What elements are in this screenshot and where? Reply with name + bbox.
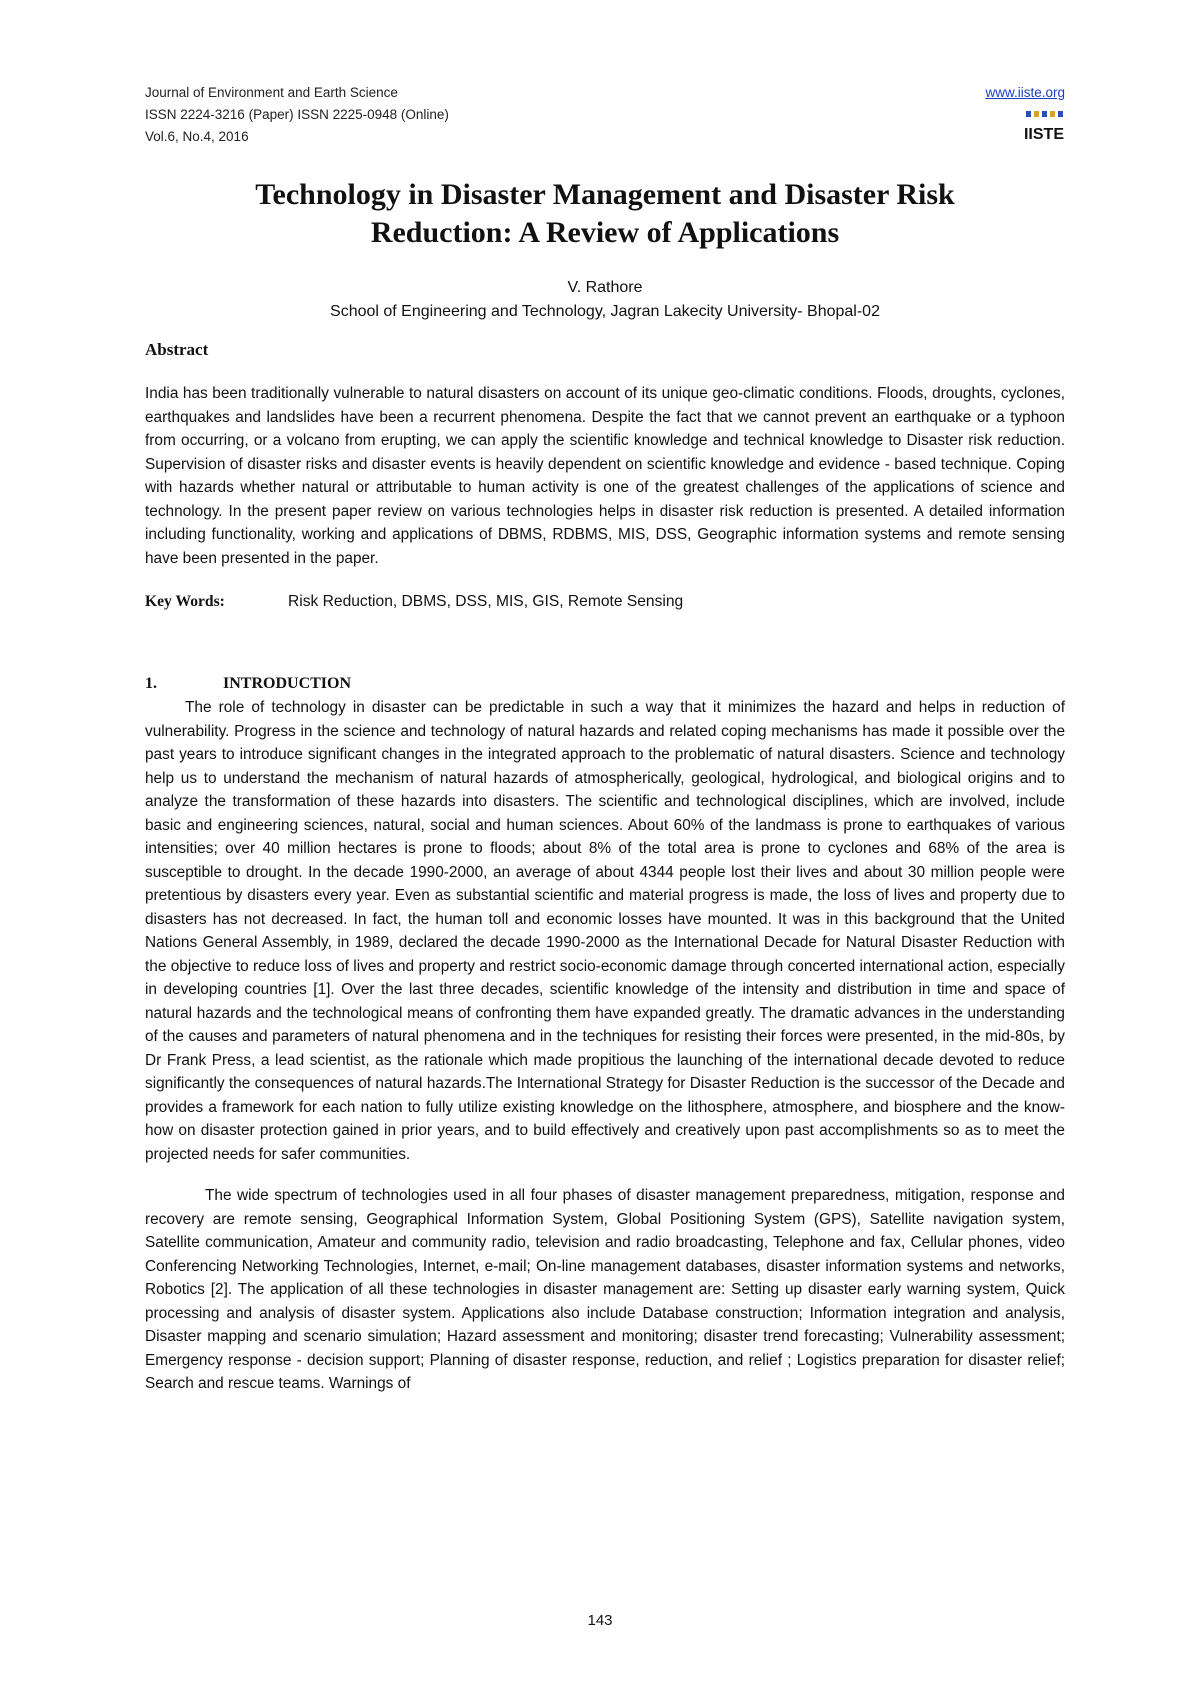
section-title: INTRODUCTION (223, 675, 352, 692)
author-affiliation: School of Engineering and Technology, Jagran Lakecity University- Bhopal-02 (330, 303, 880, 320)
technologies-paragraph: The wide spectrum of technologies used in all four phases of disaster management preparedness, mitigation, response and recovery are remote sensing, Geographical Information System, Global Positioning System (GPS), Satellite navigation system, Satellite communication, Amateur and community radio, television and radio broadcasting, Telephone and fax, Cellular phones, video Conferencing Networking Technologies, Internet, e-mail; On-line management databases, disaster information systems and networks, Robotics [2]. The application of all these technologies in disaster management are: Setting up disaster early warning system, Quick processing and analysis of disaster system. Applications also include Database construction; Information integration and analysis, Disaster mapping and scenario simulation; Hazard assessment and monitoring; disaster trend forecasting; Vulnerability assessment; Emergency response - decision support; Planning of disaster response, reduction, and relief ; Logistics preparation for disaster relief; Search and rescue teams. Warnings of (145, 1187, 1065, 1392)
journal-name: Journal of Environment and Earth Science (145, 85, 398, 100)
author-name: V. Rathore (567, 279, 643, 296)
keywords-label: Key Words: (145, 593, 225, 610)
section-number: 1. (145, 675, 157, 692)
journal-url-link[interactable]: www.iiste.org (985, 85, 1065, 100)
journal-header (145, 82, 1065, 152)
page-number: 143 (587, 1612, 613, 1629)
paper-title-line-2: Reduction: A Review of Applications (370, 216, 840, 249)
svg-text:IISTE: IISTE (1023, 126, 1065, 143)
keywords-list: Risk Reduction, DBMS, DSS, MIS, GIS, Remote Sensing (288, 593, 684, 610)
intro-paragraph: The role of technology in disaster can be predictable in such a way that it minimizes the hazard and helps in reduction of vulnerability. Progress in the science and technology of natural hazards and related coping mechanisms has made it possible over the past years to introduce significant changes in the integrated approach to the problematic of natural disasters. Science and technology help us to understand the mechanism of natural hazards of atmospherically, geological, hydrological, and biological origins and to analyze the transformation of these hazards into disasters. The scientific and technological disciplines, which are involved, include basic and engineering sciences, natural, social and human sciences. About 60% of the landmass is prone to earthquakes of various intensities; over 40 million hectares is prone to floods; about 8% of the total area is prone to cyclones and 68% of the area is susceptible to drought. In the decade 1990-2000, an average of about 4344 people lost their lives and about 30 million people were pretentious by disasters every year. Even as substantial scientific and material progress is made, the loss of lives and property due to disasters has not decreased. In fact, the human toll and economic losses have mounted. It was in this background that the United Nations General Assembly, in 1989, declared the decade 1990-2000 as the International Decade for Natural Disaster Reduction with the objective to reduce loss of lives and property and restrict socio-economic damage through concerted international action, especially in developing countries [1]. Over the last three decades, scientific knowledge of the intensity and distribution in time and space of natural hazards and the technological means of confronting them have expanded greatly. The dramatic advances in the understanding of the causes and parameters of natural phenomena and in the techniques for resisting their forces were presented, in the mid-80s, by Dr Frank Press, a lead scientist, as the rationale which made propitious the launching of the international decade devoted to reduce significantly the consequences of natural hazards.The International Strategy for Disaster Reduction is the successor of the Decade and provides a framework for each nation to fully utilize existing knowledge on the lithosphere, atmosphere, and biosphere and the know-how on disaster protection gained in prior years, and to build effectively and creatively upon past accomplishments so as to meet the projected needs for safer communities. (145, 699, 1065, 1163)
keywords-line (145, 590, 1065, 614)
section-heading-introduction (145, 672, 1065, 696)
volume-line: Vol.6, No.4, 2016 (145, 129, 249, 144)
issn-line: ISSN 2224-3216 (Paper) ISSN 2225-0948 (Online) (145, 107, 449, 122)
abstract-text: India has been traditionally vulnerable to natural disasters on account of its unique geo-climatic conditions. Floods, droughts, cyclones, earthquakes and landslides have been a recurrent phenomena. Despite the fact that we cannot prevent an earthquake or a typhoon from occurring, or a volcano from erupting, we can apply the scientific knowledge and technical knowledge to Disaster risk reduction. Supervision of disaster risks and disaster events is heavily dependent on scientific knowledge and evidence - based technique. Coping with hazards whether natural or attributable to human activity is one of the greatest challenges of the applications of science and technology. In the present paper review on various technologies helps in disaster risk reduction is presented. A detailed information including functionality, working and applications of DBMS, RDBMS, MIS, DSS, Geographic information systems and remote sensing have been presented in the paper. (145, 385, 1065, 567)
abstract-heading: Abstract (145, 340, 209, 359)
paper-title-line-1: Technology in Disaster Management and Disaster Risk (255, 178, 955, 211)
paper-title (145, 176, 1065, 252)
iiste-logo-icon (1023, 109, 1065, 143)
paper-page (145, 82, 1065, 1396)
